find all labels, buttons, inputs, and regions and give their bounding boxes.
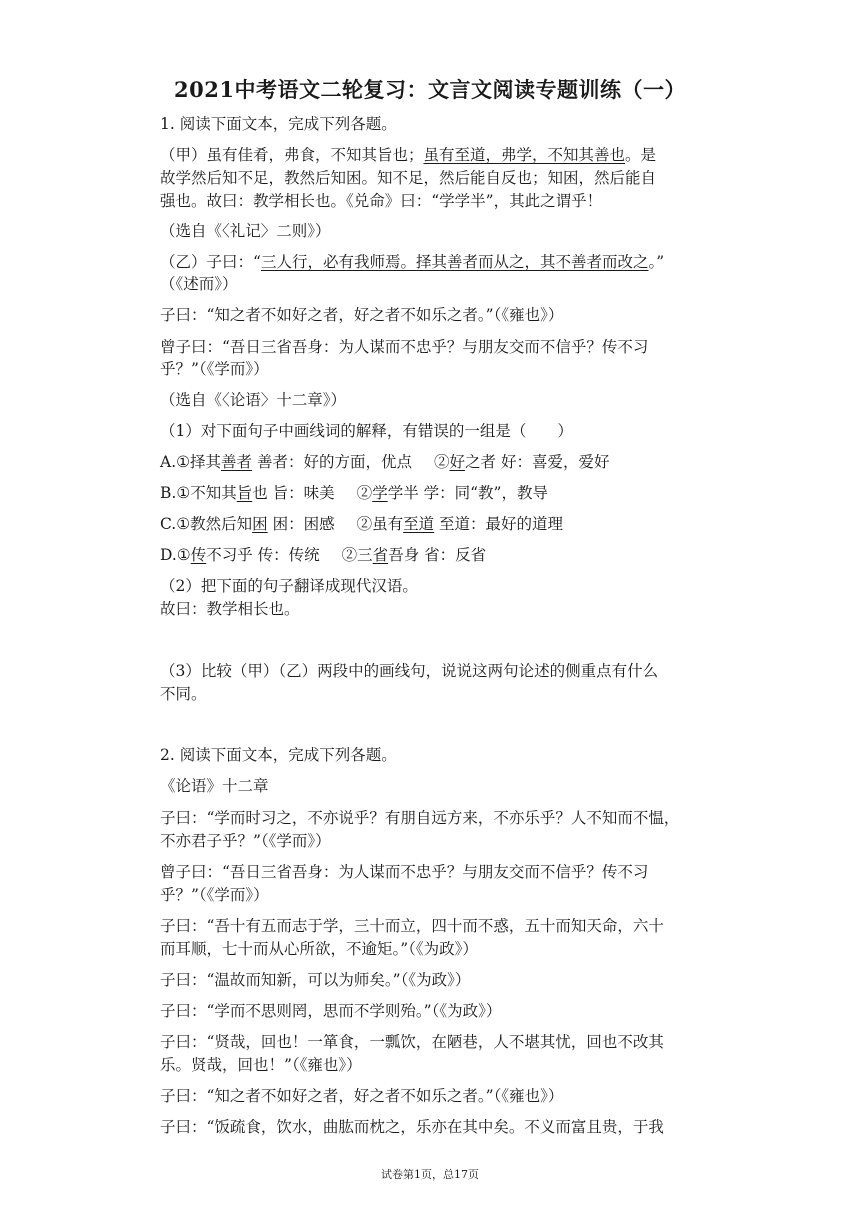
text: 也 旨：味美 (252, 484, 335, 502)
underlined-word: 至道 (403, 515, 435, 533)
page-footer: 试卷第1页，总17页 (381, 1168, 479, 1181)
text: 困：困感 (267, 515, 335, 533)
passage-yi-line-1 (160, 252, 664, 272)
document-title: 2021中考语文二轮复习：文言文阅读专题训练（一） (174, 77, 686, 102)
source-lunyu: （选自《〈论语〉十二章》） (160, 391, 347, 409)
option-b (160, 483, 548, 503)
option-a (160, 452, 609, 472)
text: 之者 好：喜爱，爱好 (465, 453, 610, 471)
passage-paragraph-3-line-1: 子曰：“吾十有五而志于学，三十而立，四十而不惑，五十而知天命，六十 (160, 917, 664, 935)
sub-question-2-text: 故曰：教学相长也。 (160, 600, 300, 618)
passage-paragraph-8: 子曰：“饭疏食，饮水，曲肱而枕之，乐亦在其中矣。不义而富且贵，于我 (160, 1118, 664, 1136)
text: ②虽有 (356, 515, 404, 533)
question-2-stem: 2. 阅读下面文本，完成下列各题。 (160, 746, 397, 764)
passage-paragraph-6-line-1: 子曰：“贤哉，回也！一箪食，一瓢饮，在陋巷，人不堪其忧，回也不改其 (160, 1033, 664, 1051)
underlined-word: 善者 (221, 453, 253, 471)
text: 学半 学：同“教”，教导 (387, 484, 548, 502)
text: B.①不知其 (160, 484, 237, 502)
passage-paragraph-2-line-1: 曾子曰：“吾日三省吾身：为人谋而不忠乎？与朋友交而不信乎？传不习 (160, 863, 649, 881)
text: A.①择其 (160, 453, 222, 471)
passage-jia-line-3: 强也。故曰：教学相长也。《兑命》曰：“学学半”，其此之谓乎！ (160, 192, 603, 210)
underlined-word: 传 (190, 546, 207, 564)
underlined-word: 困 (252, 515, 268, 533)
quote-zengzi-line-1: 曾子曰：“吾日三省吾身：为人谋而不忠乎？与朋友交而不信乎？传不习 (160, 338, 649, 356)
text: C.①教然后知 (160, 515, 253, 533)
passage-paragraph-3-line-2: 而耳顺，七十而从心所欲，不逾矩。”（《为政》） (160, 940, 478, 958)
text: （乙）子曰：“ (160, 253, 261, 271)
passage-paragraph-1-line-2: 不亦君子乎？”（《学而》） (160, 832, 331, 850)
text: ②三 (341, 546, 373, 564)
option-d (160, 545, 486, 565)
text: 。是 (625, 146, 657, 164)
sub-question-3-line-2: 不同。 (160, 685, 207, 703)
quote-yongye: 子曰：“知之者不如好之者，好之者不如乐之者。”（《雍也》） (160, 306, 564, 324)
text: （甲）虽有佳肴，弗食，不知其旨也； (160, 146, 424, 164)
text: 吾身 省：反省 (388, 546, 487, 564)
question-2-heading: 《论语》十二章 (160, 777, 269, 795)
text: 。” (648, 253, 665, 271)
text: 善者：好的方面，优点 (252, 453, 412, 471)
passage-jia-line-2: 故学然后知不足，教然后知困。知不足，然后能自反也；知困，然后能自 (160, 169, 657, 187)
option-c (160, 514, 563, 534)
quote-zengzi-line-2: 乎？”（《学而》） (160, 360, 269, 378)
underlined-word: 省 (372, 546, 389, 564)
passage-paragraph-5: 子曰：“学而不思则罔，思而不学则殆。”（《为政》） (160, 1002, 502, 1020)
sub-question-1: （1）对下面句子中画线词的解释，有错误的一组是（ ） (160, 422, 573, 440)
text: 至道：最好的道理 (434, 515, 564, 533)
underlined-word: 旨 (236, 484, 253, 502)
underlined-word: 学 (372, 484, 388, 502)
text: ② (433, 453, 450, 471)
text: D.① (160, 546, 191, 564)
text: ② (356, 484, 373, 502)
passage-paragraph-4: 子曰：“温故而知新，可以为师矣。”（《为政》） (160, 971, 471, 989)
sub-question-2: （2）把下面的句子翻译成现代汉语。 (160, 577, 418, 595)
text: 不习乎 传：传统 (206, 546, 320, 564)
question-1-stem: 1. 阅读下面文本，完成下列各题。 (160, 115, 397, 133)
passage-paragraph-1-line-1: 子曰：“学而时习之，不亦说乎？有朋自远方来，不亦乐乎？人不知而不愠， (160, 809, 680, 827)
passage-paragraph-7: 子曰：“知之者不如好之者，好之者不如乐之者。”（《雍也》） (160, 1087, 564, 1105)
source-liji: （选自《〈礼记〉二则》） (160, 222, 331, 240)
passage-paragraph-2-line-2: 乎？”（《学而》） (160, 886, 269, 904)
sub-question-3-line-1: （3）比较（甲）（乙）两段中的画线句，说说这两句论述的侧重点有什么 (160, 662, 659, 680)
underlined-sentence-yi: 三人行，必有我师焉。择其善者而从之，其不善者而改之 (260, 253, 649, 271)
passage-yi-line-2: （《述而》） (160, 275, 238, 293)
passage-jia-line-1 (160, 145, 656, 165)
passage-paragraph-6-line-2: 乐。贤哉，回也！”（《雍也》） (160, 1056, 362, 1074)
underlined-sentence-jia: 虽有至道，弗学，不知其善也 (423, 146, 626, 164)
underlined-word: 好 (449, 453, 466, 471)
